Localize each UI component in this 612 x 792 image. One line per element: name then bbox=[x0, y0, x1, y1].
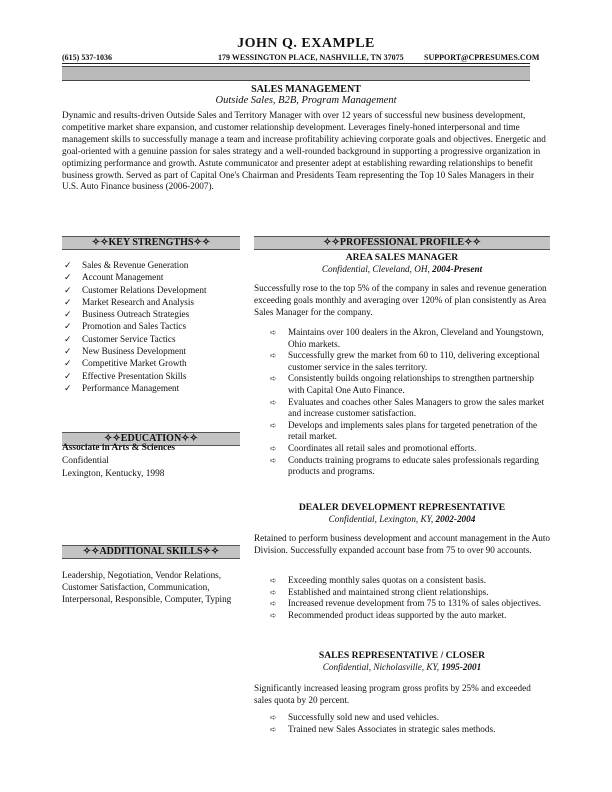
bullet-text: Recommended product ideas supported by the auto market. bbox=[288, 609, 507, 620]
job-title: SALES REPRESENTATIVE / CLOSER bbox=[318, 650, 486, 661]
list-item bbox=[62, 308, 242, 320]
job-company-location: Confidential, Lexington, KY, bbox=[328, 514, 436, 524]
job-employer bbox=[254, 264, 550, 274]
list-item bbox=[270, 712, 550, 724]
checkmark-icon: ✓ bbox=[64, 309, 72, 320]
job-bullets bbox=[270, 712, 550, 735]
list-item bbox=[62, 357, 242, 369]
street-address: 179 WESSINGTON PLACE, NASHVILLE, TN 37075 bbox=[218, 53, 404, 62]
arrow-bullet-icon: ➪ bbox=[270, 587, 277, 597]
headline-subtitle: Outside Sales, B2B, Program Management bbox=[215, 95, 397, 106]
arrow-bullet-icon: ➪ bbox=[270, 328, 277, 337]
bullet-text: Develops and implements sales plans for targeted penetration of the retail market. bbox=[288, 419, 538, 442]
additional-skills-heading bbox=[62, 545, 240, 559]
list-item bbox=[270, 598, 550, 610]
job-summary: Successfully rose to the top 5% of the company in sales and revenue generation exceeding goals monthly and averaging over 120% of plan consistently as Area Sales Manager for the company. bbox=[254, 283, 547, 317]
strength-label: Sales & Revenue Generation bbox=[82, 260, 189, 270]
strength-label: New Business Development bbox=[82, 346, 187, 357]
strength-label: Effective Presentation Skills bbox=[82, 370, 187, 381]
bullet-text: Increased revenue development from 75 to 131% of sales objectives. bbox=[288, 598, 542, 609]
arrow-bullet-icon: ➪ bbox=[270, 443, 277, 453]
strength-label: Customer Relations Development bbox=[82, 284, 207, 295]
education-heading-label: ✧✧EDUCATION✧✧ bbox=[104, 433, 198, 444]
key-strengths-heading-label: ✧✧KEY STRENGTHS✧✧ bbox=[91, 237, 211, 248]
strength-label: Customer Service Tactics bbox=[82, 333, 176, 344]
header-rule bbox=[62, 63, 530, 64]
list-item bbox=[62, 370, 242, 382]
checkmark-icon: ✓ bbox=[64, 296, 72, 307]
bullet-text: Maintains over 100 dealers in the Akron, Cleveland and Youngstown, Ohio markets. bbox=[288, 327, 544, 349]
job-employer bbox=[254, 662, 550, 672]
job-dates: 2004-Present bbox=[432, 264, 483, 274]
list-item bbox=[270, 724, 550, 736]
headline-title: SALES MANAGEMENT bbox=[251, 84, 361, 95]
bullet-text: Coordinates all retail sales and promotional efforts. bbox=[288, 442, 477, 453]
list-item bbox=[270, 610, 550, 622]
list-item bbox=[62, 271, 242, 283]
arrow-bullet-icon: ➪ bbox=[270, 599, 277, 609]
job-title: AREA SALES MANAGER bbox=[345, 252, 459, 263]
arrow-bullet-icon: ➪ bbox=[270, 713, 277, 722]
list-item bbox=[62, 320, 242, 332]
bullet-text: Trained new Sales Associates in strategic sales methods. bbox=[288, 723, 496, 734]
list-item bbox=[270, 443, 550, 455]
checkmark-icon: ✓ bbox=[64, 284, 72, 295]
bullet-text: Established and maintained strong client relationships. bbox=[288, 586, 489, 597]
additional-skills-heading-label: ✧✧ADDITIONAL SKILLS✧✧ bbox=[82, 546, 220, 557]
arrow-bullet-icon: ➪ bbox=[270, 455, 277, 465]
job-title: DEALER DEVELOPMENT REPRESENTATIVE bbox=[298, 502, 506, 513]
job-company-location: Confidential, Nicholasville, KY, bbox=[322, 662, 442, 672]
strength-label: Business Outreach Strategies bbox=[82, 309, 190, 320]
phone-number: (615) 537-1036 bbox=[62, 53, 112, 62]
checkmark-icon: ✓ bbox=[64, 370, 72, 381]
job-bullets bbox=[270, 327, 550, 478]
arrow-bullet-icon: ➪ bbox=[270, 576, 277, 585]
header-band bbox=[62, 66, 530, 81]
list-item bbox=[62, 333, 242, 345]
bullet-text: Evaluates and coaches other Sales Managers to grow the sales market and increase customer satisfaction. bbox=[288, 396, 545, 419]
list-item bbox=[270, 397, 550, 420]
arrow-bullet-icon: ➪ bbox=[270, 420, 277, 430]
education-school: Confidential bbox=[62, 456, 109, 466]
summary-paragraph: Dynamic and results-driven Outside Sales and Territory Manager with over 12 years of successful new business development, competitive market share expansion, and customer relationship development. Leverages finely-honed interpersonal and time management skills to successfully manage a team and increase profitability achieving corporate goals and objectives. Energetic and goal-oriented with a genuine passion for sales strategy and a well-rounded background in supporting a progressive organization in optimizing performance and growth. Astute communicator and presenter adept at establishing rewarding relationships to benefit business growth. Served as part of Capital One's Chairman and Presidents Team representing the Top 10 Sales Managers in their U.S. Auto Finance business (2006-2007). bbox=[62, 110, 546, 192]
job-company-location: Confidential, Cleveland, OH, bbox=[321, 264, 433, 274]
list-item bbox=[270, 350, 550, 373]
strength-label: Account Management bbox=[82, 272, 164, 283]
bullet-text: Successfully sold new and used vehicles. bbox=[288, 712, 440, 722]
bullet-text: Exceeding monthly sales quotas on a consistent basis. bbox=[288, 575, 487, 585]
checkmark-icon: ✓ bbox=[64, 346, 72, 357]
bullet-text: Successfully grew the market from 60 to 110, delivering exceptional customer service in the sales territory. bbox=[288, 350, 540, 372]
list-item bbox=[62, 284, 242, 296]
job-employer bbox=[254, 514, 550, 524]
email-address[interactable]: SUPPORT@CPRESUMES.COM bbox=[424, 53, 540, 62]
strength-label: Performance Management bbox=[82, 382, 180, 393]
list-item bbox=[62, 259, 242, 271]
checkmark-icon: ✓ bbox=[64, 382, 72, 393]
list-item bbox=[270, 327, 550, 350]
list-item bbox=[270, 455, 550, 478]
strength-label: Promotion and Sales Tactics bbox=[82, 321, 187, 332]
strength-label: Market Research and Analysis bbox=[82, 296, 195, 307]
professional-profile-heading bbox=[254, 236, 550, 250]
job-bullets bbox=[270, 575, 550, 621]
checkmark-icon: ✓ bbox=[64, 272, 72, 283]
checkmark-icon: ✓ bbox=[64, 333, 72, 344]
job-summary: Significantly increased leasing program gross profits by 25% and exceeded sales quota by 20 percent. bbox=[254, 683, 531, 705]
arrow-bullet-icon: ➪ bbox=[270, 724, 277, 734]
arrow-bullet-icon: ➪ bbox=[270, 610, 277, 620]
job-dates: 2002-2004 bbox=[435, 514, 476, 524]
list-item bbox=[270, 420, 550, 443]
job-summary: Retained to perform business development and account management in the Auto Division. Successfully expanded account base from 75 to over 90 accounts. bbox=[254, 533, 550, 555]
list-item bbox=[62, 345, 242, 357]
list-item bbox=[270, 575, 550, 587]
list-item bbox=[62, 296, 242, 308]
job-dates: 1995-2001 bbox=[441, 662, 482, 672]
checkmark-icon: ✓ bbox=[64, 260, 72, 270]
education-degree: Associate in Arts & Sciences bbox=[62, 443, 176, 453]
candidate-name: JOHN Q. EXAMPLE bbox=[237, 36, 375, 51]
list-item bbox=[62, 382, 242, 394]
arrow-bullet-icon: ➪ bbox=[270, 397, 277, 407]
professional-profile-heading-label: ✧✧PROFESSIONAL PROFILE✧✧ bbox=[323, 237, 481, 248]
education-location: Lexington, Kentucky, 1998 bbox=[62, 469, 165, 479]
bullet-text: Consistently builds ongoing relationships to strengthen partnership with Capital One Auto Finance. bbox=[288, 373, 534, 395]
checkmark-icon: ✓ bbox=[64, 358, 72, 369]
key-strengths-list bbox=[62, 259, 242, 394]
arrow-bullet-icon: ➪ bbox=[270, 374, 277, 384]
list-item bbox=[270, 373, 550, 396]
bullet-text: Conducts training programs to educate sales professionals regarding products and programs. bbox=[288, 454, 539, 477]
additional-skills-text: Leadership, Negotiation, Vendor Relations, Customer Satisfaction, Communication, Interpersonal, Responsible, Computer, Typing bbox=[62, 570, 232, 604]
checkmark-icon: ✓ bbox=[64, 321, 72, 332]
list-item bbox=[270, 587, 550, 599]
arrow-bullet-icon: ➪ bbox=[270, 351, 277, 361]
key-strengths-heading bbox=[62, 236, 240, 250]
strength-label: Competitive Market Growth bbox=[82, 358, 187, 369]
